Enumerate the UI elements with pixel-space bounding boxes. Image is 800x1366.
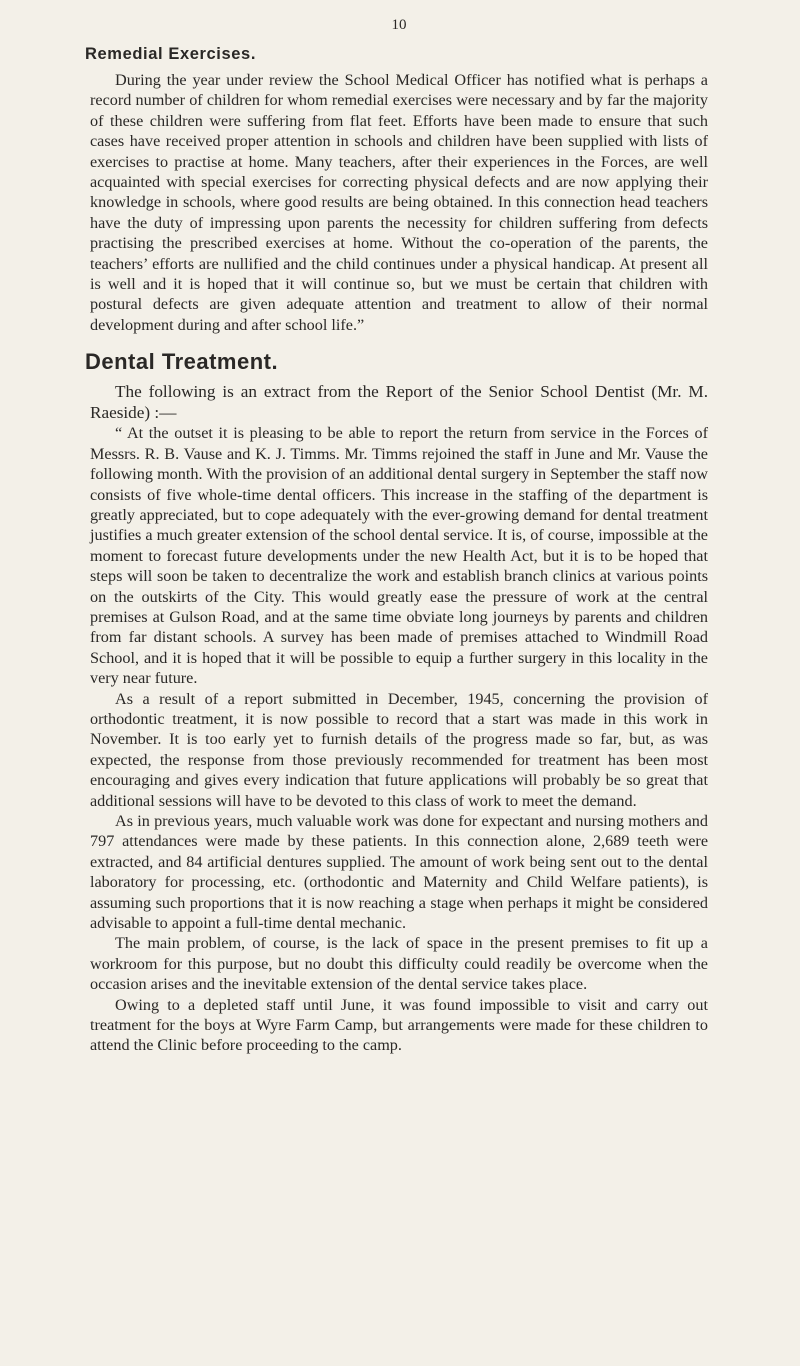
- dental-treatment-heading: Dental Treatment.: [85, 349, 279, 375]
- remedial-exercises-section: [85, 45, 708, 335]
- remedial-exercises-paragraph: During the year under review the School Medical Officer has notified what is perhaps a record number of children for whom remedial exercises were necessary and by far the majority of these children were suffering from flat feet. Efforts have been made to ensure that such cases have received proper attention in schools and children have been supplied with lists of exercises to practise at home. Many teachers, after their experiences in the Forces, are well acquainted with special exercises for correcting physical defects and are now applying their knowledge in schools, where good results are being obtained. In this connection head teachers have the duty of impressing upon parents the necessity for children suffering from defects practising the prescribed exercises at home. Without the co-operation of the parents, the teachers’ efforts are nullified and the child continues under a physical handicap. At present all is well and it is hoped that it will continue so, but we must be certain that children with postural defects are given adequate attention and treatment to allow of their normal development during and after school life.”: [90, 71, 708, 334]
- dental-paragraph-mothers: As in previous years, much valuable work was done for expectant and nursing mothers and 797 attendances were made by these patients. In this connection alone, 2,689 teeth were extracted, and 84 artificial dentures supplied. The amount of work being sent out to the dental laboratory for processing, etc. (orthodontic and Maternity and Child Welfare patients), is assuming such proportions that it is now reaching a stage when perhaps it might be considered advisable to appoint a full-time dental mechanic.: [90, 812, 708, 933]
- dental-paragraph-camp: Owing to a depleted staff until June, it was found impossible to visit and carry out treatment for the boys at Wyre Farm Camp, but arrangements were made for these children to attend the Clinic before proceeding to the camp.: [90, 995, 708, 1055]
- dental-paragraph-space: The main problem, of course, is the lack of space in the present premises to fit up a workroom for this purpose, but no doubt this difficulty could readily be overcome when the occasion arises and the inevitable extension of the dental service takes place.: [90, 934, 708, 994]
- dental-treatment-section: [85, 349, 708, 1056]
- dental-paragraph-staff: “ At the outset it is pleasing to be able to report the return from service in the Forces of Messrs. R. B. Vause and K. J. Timms. Mr. Timms rejoined the staff in June and Mr. Vause the following month. With the provision of an additional dental surgery in September the staff now consists of five whole-time dental officers. This increase in the staffing of the department is greatly appreciated, but to cope adequately with the ever-growing demand for dental treatment justifies a much greater extension of the school dental service. It is, of course, impossible at the moment to forecast future developments under the new Health Act, but it is to be hoped that steps will soon be taken to decentralize the work and establish branch clinics at various points on the outskirts of the City. This would greatly ease the pressure of work at the central premises at Gulson Road, and at the same time obviate long journeys by parents and children from far distant schools. A survey has been made of premises attached to Windmill Road School, and it is hoped that it will be possible to equip a further surgery in this locality in the very near future.: [90, 424, 708, 688]
- remedial-exercises-heading: Remedial Exercises.: [85, 45, 257, 63]
- page-number: 10: [391, 17, 407, 33]
- dental-report-intro: The following is an extract from the Report of the Senior School Dentist (Mr. M. Raeside) :—: [90, 382, 708, 423]
- dental-paragraph-orthodontic: As a result of a report submitted in December, 1945, concerning the provision of orthodontic treatment, it is now possible to record that a start was made in this work in November. It is too early yet to furnish details of the progress made so far, but, as was expected, the response from those previously recommended for treatment has been most encouraging and gives every indication that future applications will probably be so great that additional sessions will have to be devoted to this class of work to meet the demand.: [90, 689, 708, 810]
